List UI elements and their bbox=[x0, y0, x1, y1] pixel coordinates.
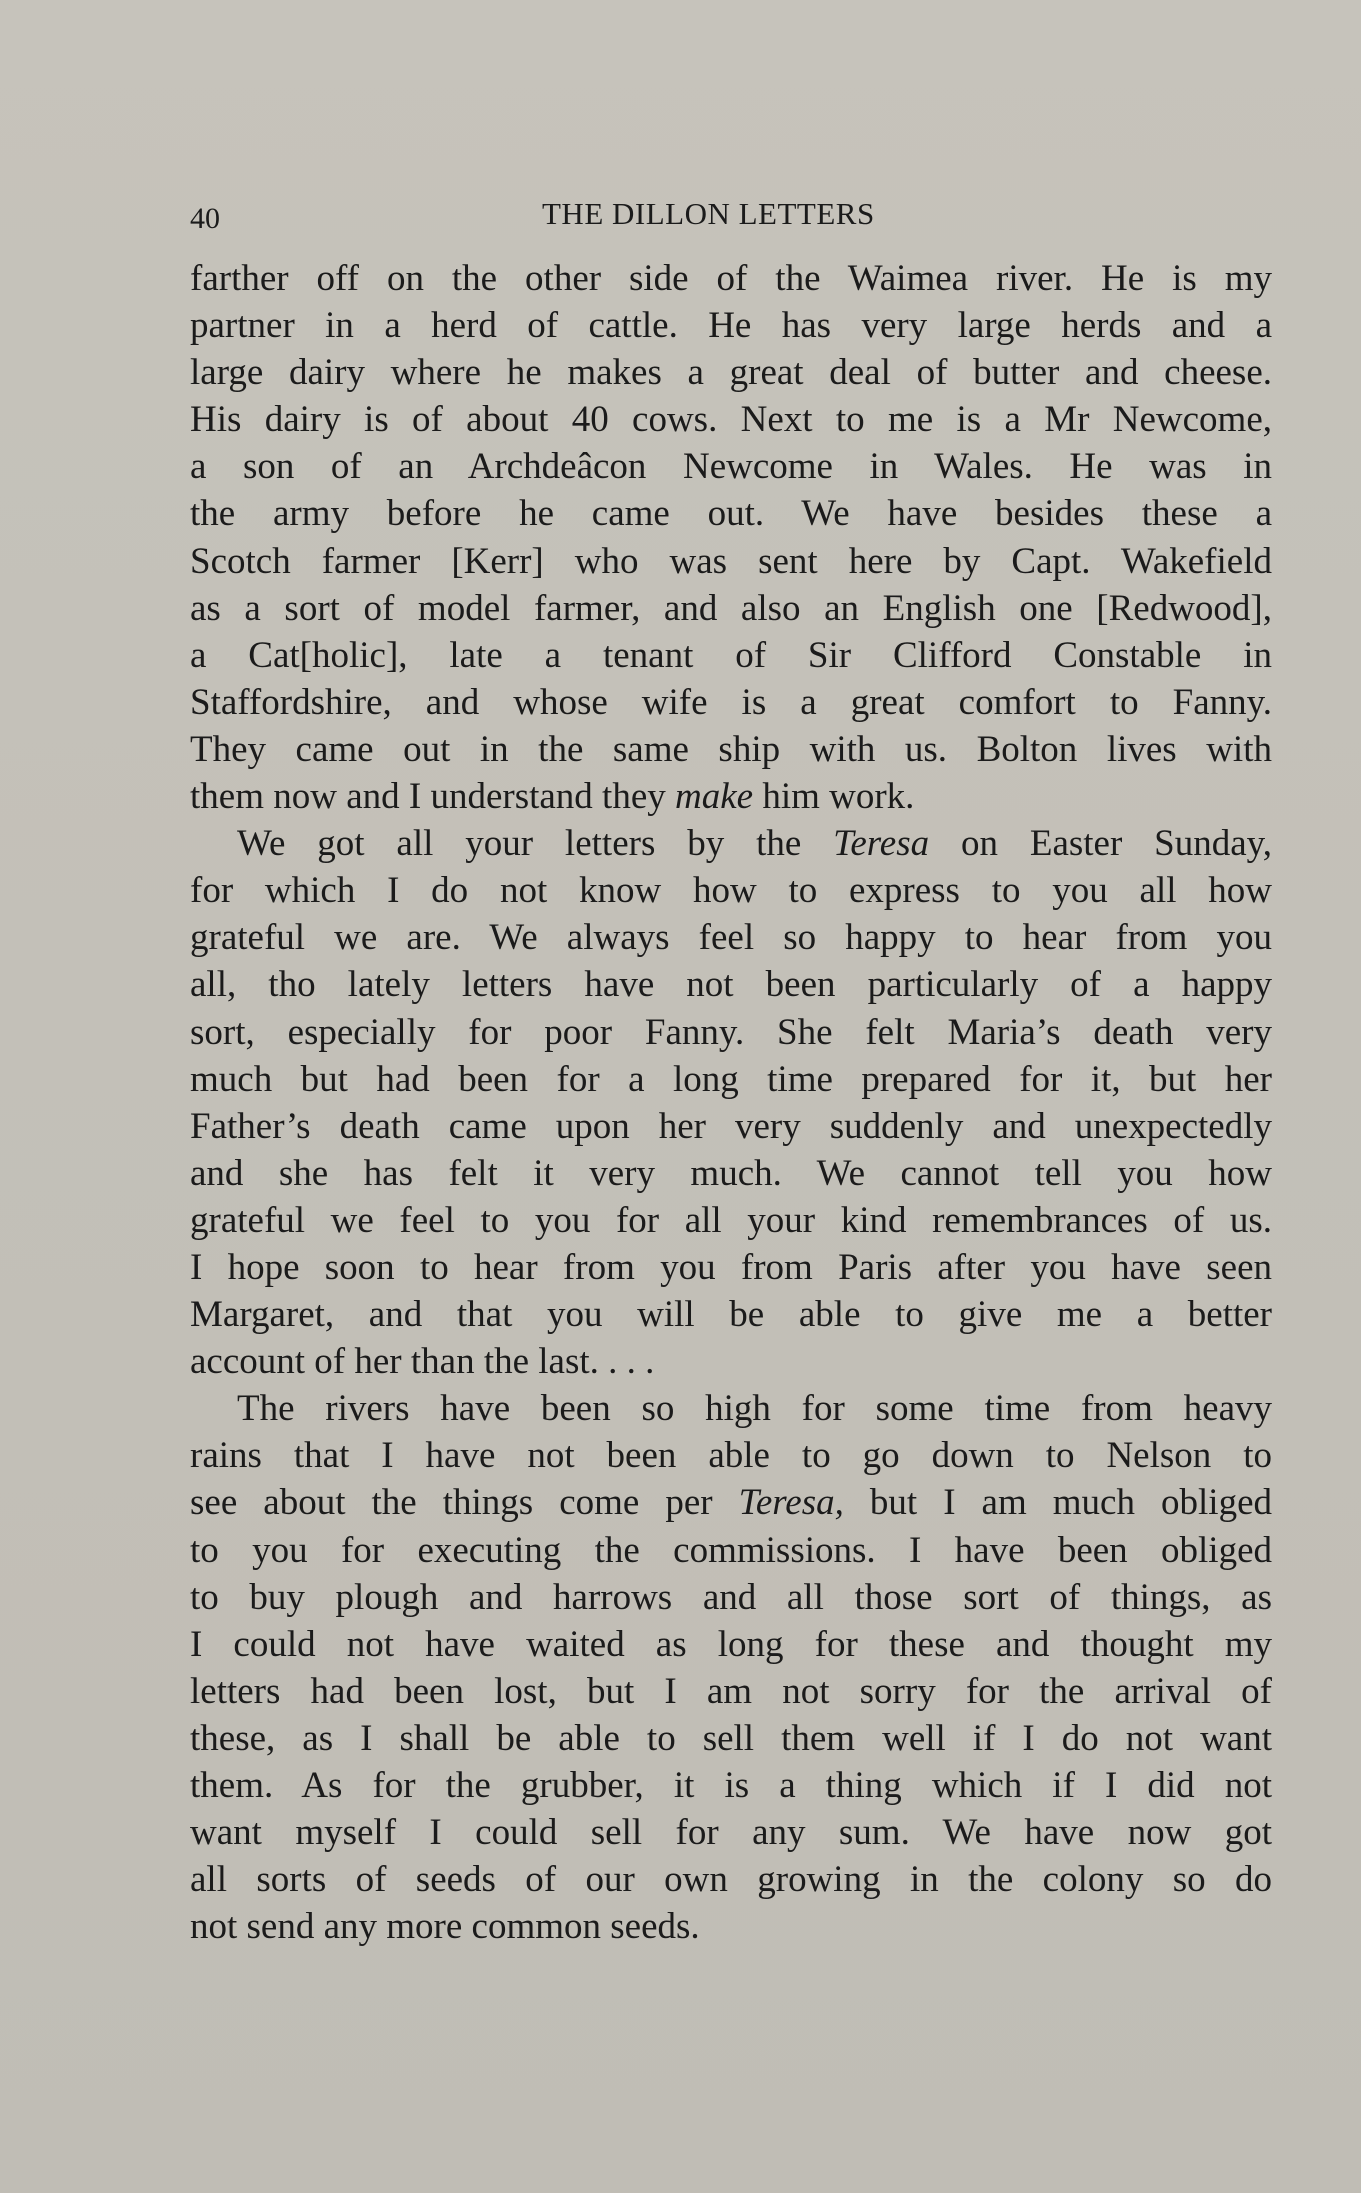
text-line: want myself I could sell for any sum. We have now got bbox=[190, 1812, 1272, 1854]
text-line: partner in a herd of cattle. He has very large herds and a bbox=[190, 305, 1272, 347]
text-line: Staffordshire, and whose wife is a great comfort to Fanny. bbox=[190, 681, 1272, 723]
text-line bbox=[190, 773, 1272, 820]
body-text bbox=[190, 255, 1272, 1950]
text-segment: but I am much obliged bbox=[843, 1482, 1272, 1524]
text-line: for which I do not know how to express to you all how bbox=[190, 870, 1272, 912]
text-line: They came out in the same ship with us. Bolton lives with bbox=[190, 728, 1272, 770]
text-line: Scotch farmer [Kerr] who was sent here by Capt. Wakefield bbox=[190, 540, 1272, 582]
text-line: Father’s death came upon her very suddenly and unexpectedly bbox=[190, 1105, 1272, 1147]
text-line: and she has felt it very much. We cannot tell you how bbox=[190, 1152, 1272, 1194]
paragraph-1 bbox=[190, 255, 1272, 820]
text-segment: see about the things come per bbox=[190, 1482, 739, 1524]
text-line: to buy plough and harrows and all those sort of things, as bbox=[190, 1576, 1272, 1618]
text-line: not send any more common seeds. bbox=[190, 1906, 700, 1948]
text-line bbox=[190, 1479, 1272, 1526]
text-line: much but had been for a long time prepared for it, but her bbox=[190, 1058, 1272, 1100]
text-segment: on Easter Sunday, bbox=[929, 823, 1273, 865]
text-segment: We got all your letters by the bbox=[237, 823, 834, 865]
text-line: His dairy is of about 40 cows. Next to me is a Mr Newcome, bbox=[190, 399, 1272, 441]
text-line: all sorts of seeds of our own growing in the colony so do bbox=[190, 1859, 1272, 1901]
text-segment: him work. bbox=[753, 776, 915, 818]
text-line: large dairy where he makes a great deal of butter and cheese. bbox=[190, 352, 1272, 394]
text-line: a Cat[holic], late a tenant of Sir Clifford Constable in bbox=[190, 634, 1272, 676]
text-line: a son of an Archdeâcon Newcome in Wales. He was in bbox=[190, 446, 1272, 488]
text-line: to you for executing the commissions. I have been obliged bbox=[190, 1529, 1272, 1571]
text-line: The rivers have been so high for some time from heavy bbox=[237, 1388, 1272, 1430]
text-segment: them now and I understand they bbox=[190, 776, 675, 818]
text-line: all, tho lately letters have not been particularly of a happy bbox=[190, 964, 1272, 1006]
text-line: rains that I have not been able to go down to Nelson to bbox=[190, 1435, 1272, 1477]
text-line: farther off on the other side of the Waimea river. He is my bbox=[190, 258, 1272, 299]
italic-text: Teresa bbox=[833, 823, 930, 865]
text-line: them. As for the grubber, it is a thing which if I did not bbox=[190, 1765, 1272, 1806]
text-line: sort, especially for poor Fanny. She felt Maria’s death very bbox=[190, 1011, 1272, 1053]
text-line bbox=[190, 820, 1272, 867]
text-line: Margaret, and that you will be able to give me a better bbox=[190, 1294, 1272, 1336]
text-line: as a sort of model farmer, and also an English one [Redwood], bbox=[190, 587, 1272, 629]
text-line: I could not have waited as long for these and thought my bbox=[190, 1623, 1272, 1665]
text-line: letters had been lost, but I am not sorry for the arrival of bbox=[190, 1670, 1272, 1712]
italic-text: make bbox=[675, 776, 754, 818]
text-line: grateful we feel to you for all your kind remembrances of us. bbox=[190, 1199, 1272, 1241]
paragraph-2 bbox=[190, 820, 1272, 1385]
text-line: account of her than the last. . . . bbox=[190, 1341, 655, 1383]
page-header bbox=[190, 192, 1270, 242]
text-line: the army before he came out. We have besides these a bbox=[190, 493, 1272, 535]
paragraph-3 bbox=[190, 1385, 1272, 1950]
text-line: I hope soon to hear from you from Paris after you have seen bbox=[190, 1246, 1272, 1288]
page-number: 40 bbox=[190, 202, 220, 235]
text-line: grateful we are. We always feel so happy to hear from you bbox=[190, 917, 1272, 959]
running-head: THE DILLON LETTERS bbox=[542, 196, 875, 231]
italic-text: Teresa, bbox=[738, 1482, 844, 1524]
text-line: these, as I shall be able to sell them well if I do not want bbox=[190, 1717, 1272, 1759]
